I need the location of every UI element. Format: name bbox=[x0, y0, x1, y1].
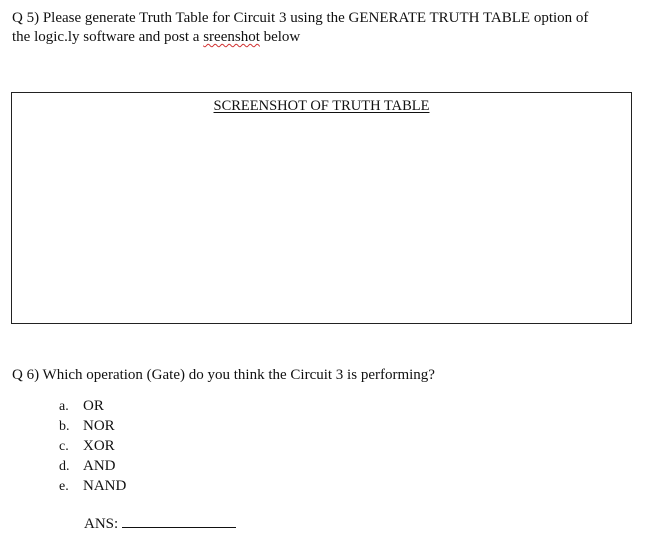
option-letter: c. bbox=[59, 439, 69, 454]
misspelled-word: sreenshot bbox=[203, 29, 260, 45]
question-5 bbox=[12, 9, 652, 47]
option-e bbox=[59, 476, 126, 496]
answer-line bbox=[84, 513, 236, 534]
option-a bbox=[59, 396, 126, 416]
option-b bbox=[59, 416, 126, 436]
question-6: Q 6) Which operation (Gate) do you think the Circuit 3 is performing? bbox=[12, 367, 435, 383]
screenshot-placeholder-box bbox=[11, 92, 632, 324]
answer-blank[interactable] bbox=[122, 513, 236, 528]
option-letter: e. bbox=[59, 479, 69, 494]
option-letter: a. bbox=[59, 399, 69, 414]
option-letter: d. bbox=[59, 459, 70, 474]
option-text: NOR bbox=[83, 418, 115, 434]
question-5-line-2-start: the logic.ly software and post a bbox=[12, 29, 204, 45]
question-5-line-2 bbox=[12, 28, 652, 47]
option-text: AND bbox=[83, 458, 116, 474]
option-d bbox=[59, 456, 126, 476]
answer-options-list bbox=[59, 396, 126, 496]
option-c bbox=[59, 436, 126, 456]
question-5-line-1: Q 5) Please generate Truth Table for Circuit 3 using the GENERATE TRUTH TABLE option of bbox=[12, 10, 589, 26]
question-5-line-2-end: below bbox=[259, 29, 301, 45]
option-text: XOR bbox=[83, 438, 115, 454]
answer-label: ANS: bbox=[84, 516, 119, 532]
option-text: NAND bbox=[83, 478, 127, 494]
option-letter: b. bbox=[59, 419, 70, 434]
screenshot-box-title: SCREENSHOT OF TRUTH TABLE bbox=[213, 98, 430, 114]
option-text: OR bbox=[83, 398, 104, 414]
